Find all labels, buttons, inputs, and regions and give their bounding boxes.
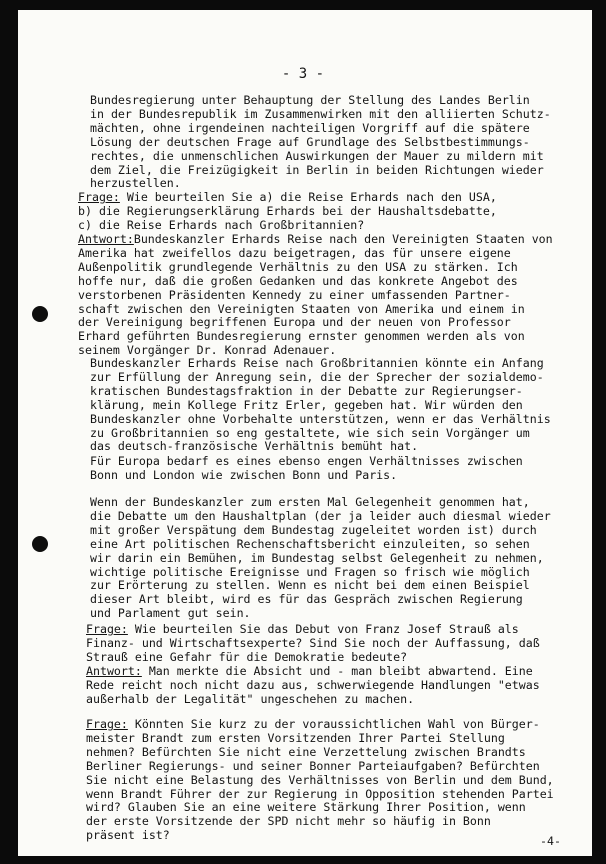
text-line: die Debatte um den Haushaltplan (der ja leider auch diesmal wieder bbox=[90, 508, 551, 523]
text-line: Wenn der Bundeskanzler zum ersten Mal Gelegenheit genommen hat, bbox=[90, 495, 530, 509]
text-line: verstorbenen Präsidenten Kennedy zu einer umfassenden Partner- bbox=[78, 287, 511, 302]
text-line: wir darin ein Bemühen, im Bundestag selbst Gelegenheit zu nehmen, bbox=[90, 550, 544, 565]
text-line: meister Brandt zum ersten Vorsitzenden Ihrer Partei Stellung bbox=[86, 730, 505, 745]
speaker-label: Antwort: bbox=[78, 232, 134, 246]
scan-border-left bbox=[0, 0, 18, 864]
scan-border-bottom bbox=[0, 856, 606, 864]
text-line: zu Großbritannien so eng gestaltete, wie sich sein Vorgänger um bbox=[90, 425, 530, 440]
speaker-label: Frage: bbox=[78, 190, 120, 204]
text-line: zur Erörterung zu stellen. Wenn es nicht bei dem einen Beispiel bbox=[90, 578, 530, 593]
question-erhard bbox=[78, 191, 497, 233]
text-line: Wie beurteilen Sie das Debut von Franz Josef Strauß als bbox=[127, 622, 519, 636]
text-line: Wie beurteilen Sie a) die Reise Erhards nach den USA, bbox=[119, 190, 497, 204]
text-line: Berliner Regierungs- und seiner Bonner Parteiaufgaben? Befürchten bbox=[86, 758, 540, 773]
punch-hole-bottom bbox=[32, 536, 48, 552]
paragraph-europe bbox=[90, 455, 523, 483]
text-line: das deutsch-französische Verhältnis bemüht hat. bbox=[90, 439, 419, 454]
paragraph-great-britain bbox=[90, 357, 551, 454]
scan-border-right bbox=[592, 0, 606, 864]
text-line: Strauß eine Gefahr für die Demokratie bedeute? bbox=[86, 649, 408, 664]
speaker-label: Frage: bbox=[86, 622, 128, 636]
text-line: der Vereinigung begriffenen Europa und der neuen von Professor bbox=[78, 315, 511, 330]
text-line: der erste Vorsitzende der SPD nicht mehr so häufig in Bonn bbox=[86, 814, 491, 829]
text-line: Bundesregierung unter Behauptung der Stellung des Landes Berlin bbox=[90, 93, 530, 107]
answer-erhard-usa bbox=[78, 233, 553, 358]
text-line: hoffe nur, daß die großen Gedanken und das konkrete Angebot des bbox=[78, 273, 518, 288]
scan-border-top bbox=[0, 0, 606, 10]
text-line: seinem Vorgänger Dr. Konrad Adenauer. bbox=[78, 343, 337, 358]
text-line: klärung, mein Kollege Fritz Erler, gegeben hat. Wir würden den bbox=[90, 397, 523, 412]
text-line: Amerika hat zweifellos dazu beigetragen, das für unsere eigene bbox=[78, 245, 511, 260]
text-line: Finanz- und Wirtschaftsexperte? Sind Sie noch der Auffassung, daß bbox=[86, 635, 540, 650]
text-line: Rede reicht noch nicht dazu aus, schwerwiegende Handlungen "etwas bbox=[86, 677, 540, 692]
text-line: mit großer Verspätung dem Bundestag zugeleitet worden ist) durch bbox=[90, 522, 537, 537]
text-line: wenn Brandt Führer der zur Regierung in Opposition stehenden Partei bbox=[86, 786, 554, 801]
text-line: b) die Regierungserklärung Erhards bei der Haushaltsdebatte, bbox=[78, 203, 497, 218]
text-line: kratischen Bundestagsfraktion in der Debatte zur Regierungser- bbox=[90, 383, 523, 398]
text-line: mächten, ohne irgendeinen nachteiligen Vorgriff auf die spätere bbox=[90, 120, 530, 135]
paragraph-budget-debate bbox=[90, 496, 551, 621]
text-line: c) die Reise Erhards nach Großbritannien? bbox=[78, 217, 365, 232]
text-line: Sie nicht eine Belastung des Verhältnisses von Berlin und dem Bund, bbox=[86, 772, 554, 787]
question-strauss bbox=[86, 623, 540, 665]
text-line: zur Erfüllung der Anregung sein, die der Sprecher der sozialdemo- bbox=[90, 369, 544, 384]
text-line: Bundeskanzler Erhards Reise nach den Vereinigten Staaten von bbox=[133, 232, 553, 246]
question-brandt bbox=[86, 718, 554, 843]
answer-strauss bbox=[86, 665, 540, 707]
text-line: in der Bundesrepublik im Zusammenwirken mit den alliierten Schutz- bbox=[90, 106, 551, 121]
text-line: nehmen? Befürchten Sie nicht eine Verzettelung zwischen Brandts bbox=[86, 744, 526, 759]
text-line: dem Ziel, die Freizügigkeit in Berlin in beiden Richtungen wieder bbox=[90, 162, 544, 177]
text-line: wichtige politische Ereignisse und Fragen so frisch wie möglich bbox=[90, 564, 530, 579]
page-footer-next: -4- bbox=[540, 834, 561, 848]
text-line: Bundeskanzler Erhards Reise nach Großbritannien könnte ein Anfang bbox=[90, 356, 544, 370]
text-line: wird? Glauben Sie an eine weitere Stärkung Ihrer Position, wenn bbox=[86, 800, 526, 815]
text-line: herzustellen. bbox=[90, 176, 181, 191]
paragraph-berlin bbox=[90, 94, 551, 191]
speaker-label: Frage: bbox=[86, 717, 128, 731]
page-number: - 3 - bbox=[281, 66, 325, 82]
text-line: außerhalb der Legalität" ungeschehen zu machen. bbox=[86, 691, 415, 706]
text-line: rechtes, die unmenschlichen Auswirkungen der Mauer zu mildern mit bbox=[90, 148, 544, 163]
speaker-label: Antwort: bbox=[86, 664, 142, 678]
text-line: dieser Art bleibt, wird es für das Gespräch zwischen Regierung bbox=[90, 592, 523, 607]
text-line: schaft zwischen den Vereinigten Staaten von Amerika und einem in bbox=[78, 301, 525, 316]
text-line: Außenpolitik grundlegende Verhältnis zu den USA zu stärken. Ich bbox=[78, 259, 518, 274]
text-line: und Parlament gut sein. bbox=[90, 606, 251, 621]
text-line: eine Art politischen Rechenschaftsbericht einzuleiten, so sehen bbox=[90, 536, 530, 551]
text-line: Bundeskanzler ohne Vorbehalte unterstützen, wenn er das Verhältnis bbox=[90, 411, 551, 426]
text-line: Man merkte die Absicht und - man bleibt abwartend. Eine bbox=[141, 664, 533, 678]
text-line: Könnten Sie kurz zu der voraussichtlichen Wahl von Bürger- bbox=[127, 717, 540, 731]
text-line: präsent ist? bbox=[86, 828, 170, 843]
text-line: Erhard geführten Bundesregierung ernster genommen werden als von bbox=[78, 329, 525, 344]
text-line: Bonn und London wie zwischen Bonn und Paris. bbox=[90, 467, 398, 482]
text-line: Lösung der deutschen Frage auf Grundlage des Selbstbestimmungs- bbox=[90, 134, 530, 149]
text-line: Für Europa bedarf es eines ebenso engen Verhältnisses zwischen bbox=[90, 454, 523, 468]
punch-hole-top bbox=[32, 306, 48, 322]
